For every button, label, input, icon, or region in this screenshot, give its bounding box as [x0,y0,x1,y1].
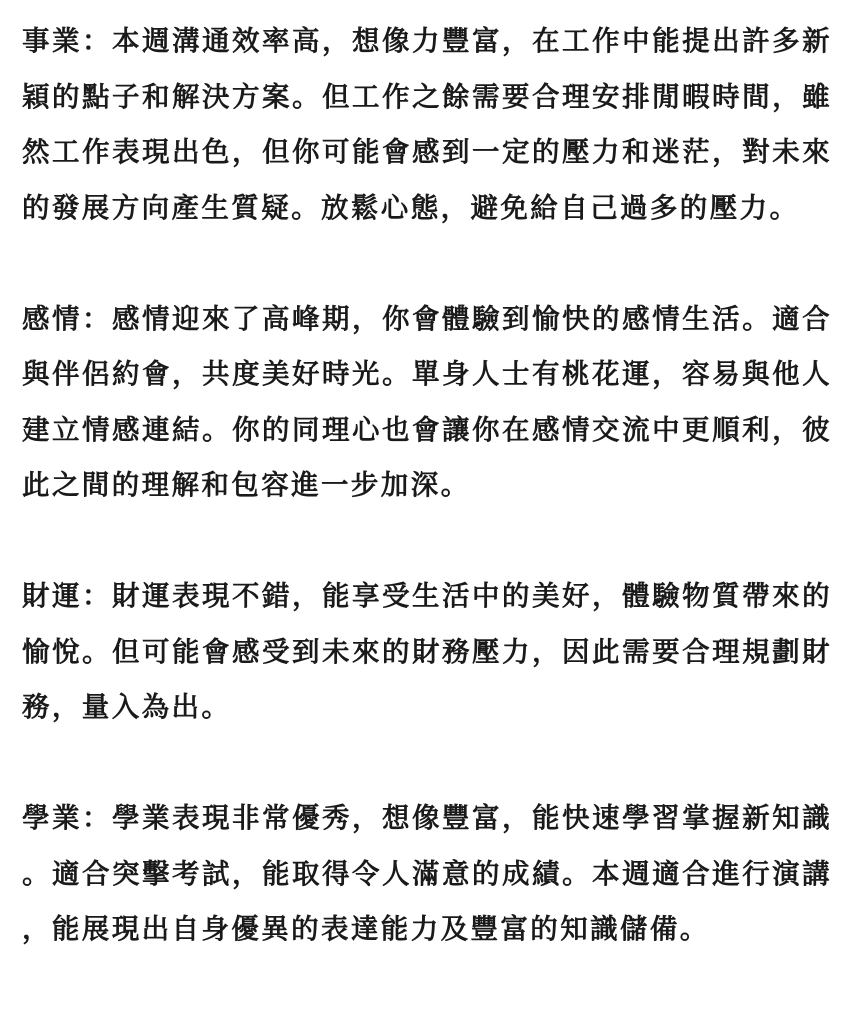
love-paragraph: 感情：感情迎來了高峰期，你會體驗到愉快的感情生活。適合與伴侶約會，共度美好時光。單身人士有桃花運，容易與他人建立情感連結。你的同理心也會讓你在感情交流中更順利，彼此之間的理解和包容進一步加深。 [22,302,832,501]
wealth-section [22,569,832,736]
wealth-paragraph: 財運：財運表現不錯，能享受生活中的美好，體驗物質帶來的愉悅。但可能會感受到未來的財務壓力，因此需要合理規劃財務，量入為出。 [22,580,832,723]
study-section [22,791,832,958]
paragraph-spacer [22,236,832,292]
paragraph-spacer [22,736,832,792]
paragraph-spacer [22,514,832,570]
career-section [22,14,832,236]
career-paragraph: 事業：本週溝通效率高，想像力豐富，在工作中能提出許多新穎的點子和解決方案。但工作之餘需要合理安排閒暇時間，雖然工作表現出色，但你可能會感到一定的壓力和迷茫，對未來的發展方向產生質疑。放鬆心態，避免給自己過多的壓力。 [22,25,832,224]
love-section [22,292,832,514]
study-paragraph: 學業：學業表現非常優秀，想像豐富，能快速學習掌握新知識。適合突擊考試，能取得令人滿意的成績。本週適合進行演講，能展現出自身優異的表達能力及豐富的知識儲備。 [22,802,832,945]
